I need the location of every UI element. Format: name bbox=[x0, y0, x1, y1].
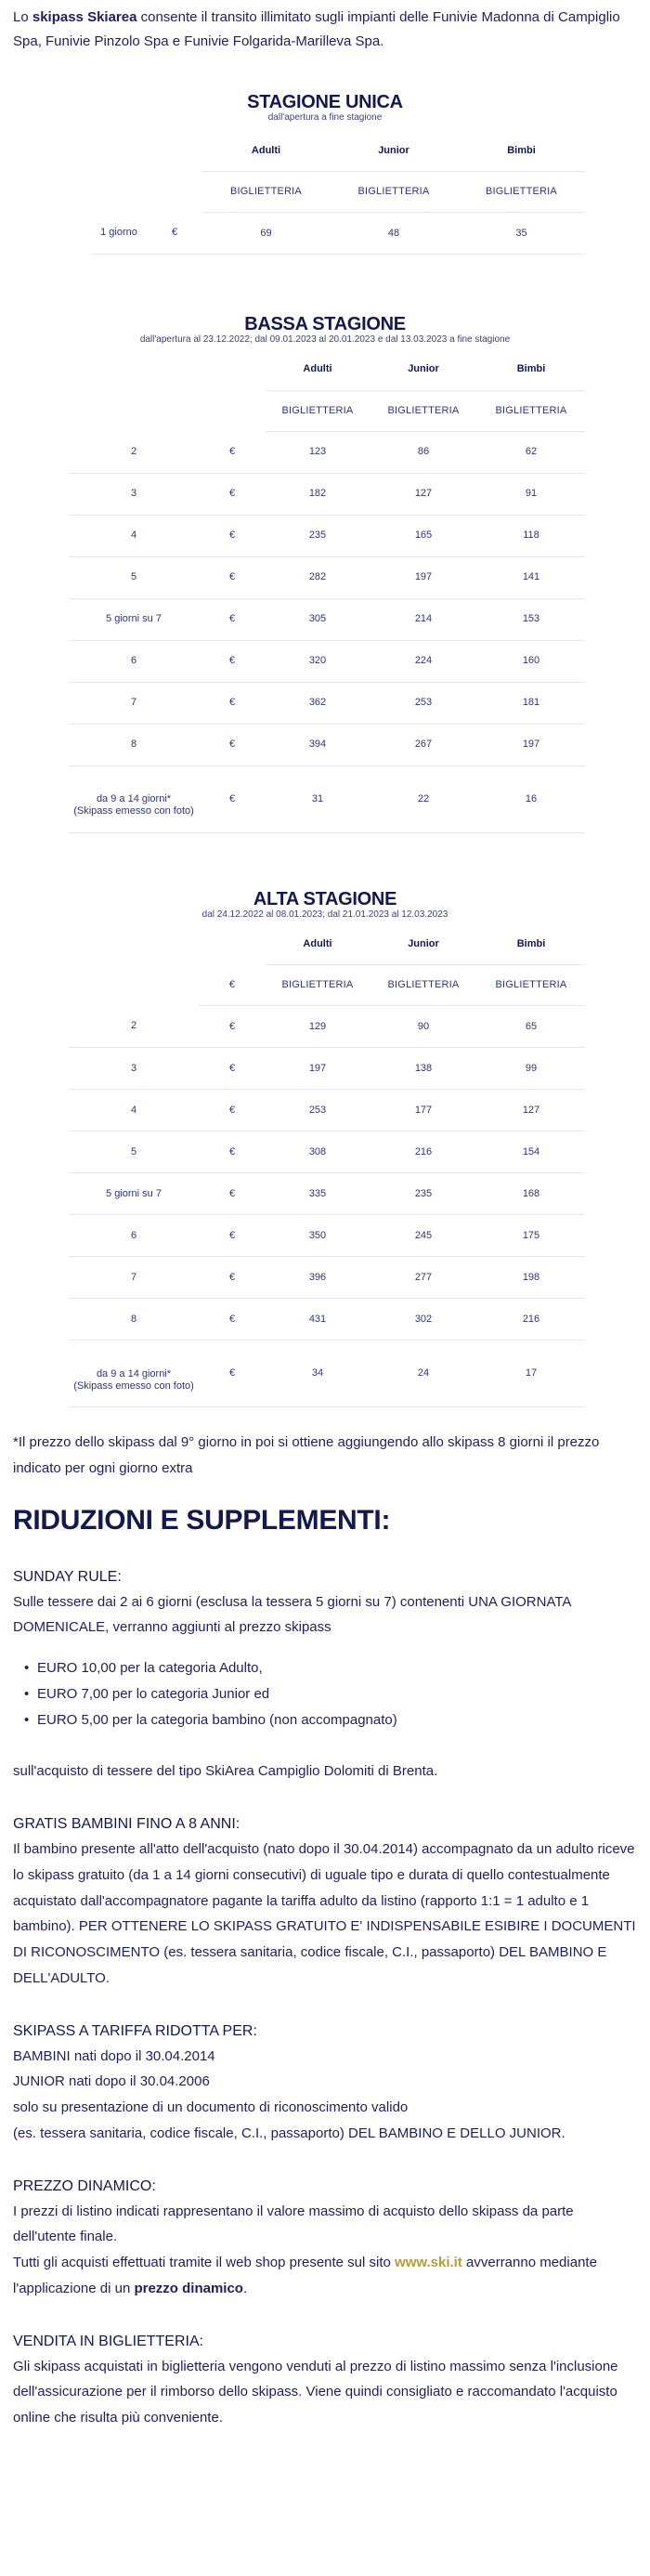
section-text: Gli skipass acquistati in biglietteria vengono venduti al prezzo di listino massimo senza l'inclusione dell'assicurazione per il rimborso dello skipass. Viene quindi consigliato e raccomandato l'acquisto online che risulta più conveniente. bbox=[13, 2358, 618, 2426]
row-label: 8 bbox=[69, 724, 199, 765]
price-cell: 277 bbox=[370, 1257, 477, 1299]
table-row bbox=[69, 431, 585, 473]
tariffa-ridotta-section bbox=[13, 2020, 637, 2147]
table-row bbox=[69, 1006, 585, 1048]
column-subheader: BIGLIETTERIA bbox=[370, 965, 477, 1006]
table-row bbox=[69, 515, 585, 556]
column-subheader: BIGLIETTERIA bbox=[477, 390, 585, 431]
price-cell: 127 bbox=[370, 473, 477, 515]
table-row bbox=[69, 1131, 585, 1173]
price-cell: 34 bbox=[266, 1340, 370, 1407]
table-row bbox=[69, 1299, 585, 1340]
price-cell: 123 bbox=[266, 431, 370, 473]
currency-cell: € bbox=[199, 473, 266, 515]
table-row bbox=[69, 1173, 585, 1215]
currency-cell: € bbox=[199, 765, 266, 832]
price-cell: 141 bbox=[477, 556, 585, 598]
column-header: Adulti bbox=[266, 924, 370, 965]
row-label: 5 giorni su 7 bbox=[69, 1173, 199, 1215]
column-header: Bimbi bbox=[477, 349, 585, 390]
row-label: 7 bbox=[69, 682, 199, 724]
price-cell: 181 bbox=[477, 682, 585, 724]
table-row bbox=[69, 1340, 585, 1407]
row-label: da 9 a 14 giorni* (Skipass emesso con foto) bbox=[69, 765, 199, 832]
row-label: da 9 a 14 giorni* (Skipass emesso con foto) bbox=[69, 1340, 199, 1407]
price-cell: 154 bbox=[477, 1131, 585, 1173]
list-item: • EURO 5,00 per la categoria bambino (non accompagnato) bbox=[24, 1707, 637, 1733]
table-title: STAGIONE UNICA bbox=[247, 91, 403, 112]
price-cell: 17 bbox=[477, 1340, 585, 1407]
gratis-bambini-section bbox=[13, 1812, 637, 1992]
table-row: 1 giorno € 69 48 35 bbox=[91, 213, 585, 255]
table-row bbox=[69, 1257, 585, 1299]
price-grid bbox=[91, 131, 585, 255]
currency-cell: € bbox=[199, 1090, 266, 1131]
price-cell: 245 bbox=[370, 1215, 477, 1257]
price-cell: 394 bbox=[266, 724, 370, 765]
column-subheader: BIGLIETTERIA bbox=[458, 172, 585, 213]
price-cell: 177 bbox=[370, 1090, 477, 1131]
list-item: • EURO 7,00 per lo categoria Junior ed bbox=[24, 1681, 637, 1707]
currency-cell: € bbox=[199, 724, 266, 765]
price-cell: 335 bbox=[266, 1173, 370, 1215]
row-label: 5 giorni su 7 bbox=[69, 598, 199, 640]
currency-cell: € bbox=[199, 598, 266, 640]
section-text: I prezzi di listino indicati rappresentano il valore massimo di acquisto dello skipass da parte dell'utente finale. bbox=[13, 2203, 574, 2245]
price-cell: 160 bbox=[477, 640, 585, 682]
price-cell: 138 bbox=[370, 1048, 477, 1090]
price-cell: 302 bbox=[370, 1299, 477, 1340]
price-cell: 362 bbox=[266, 682, 370, 724]
row-label: 5 bbox=[69, 556, 199, 598]
price-cell: 282 bbox=[266, 556, 370, 598]
prezzo-dinamico-section bbox=[13, 2175, 637, 2302]
column-subheader: BIGLIETTERIA bbox=[266, 390, 370, 431]
table-subtitle: dall'apertura al 23.12.2022; dal 09.01.2023 al 20.01.2023 e dal 13.03.2023 a fine stagione bbox=[139, 334, 511, 345]
row-label: 4 bbox=[69, 515, 199, 556]
price-cell: 168 bbox=[477, 1173, 585, 1215]
price-cell: 235 bbox=[266, 515, 370, 556]
currency-cell: € bbox=[199, 640, 266, 682]
section-line: (es. tessera sanitaria, codice fiscale, C.I., passaporto) DEL BAMBINO E DELLO JUNIOR. bbox=[13, 2125, 566, 2141]
currency-cell: € bbox=[199, 515, 266, 556]
ski-it-link[interactable]: www.ski.it bbox=[395, 2255, 462, 2270]
price-cell: 127 bbox=[477, 1090, 585, 1131]
table-row bbox=[69, 765, 585, 832]
table-row bbox=[69, 1215, 585, 1257]
section-title: SKIPASS A TARIFFA RIDOTTA PER: bbox=[13, 2022, 257, 2039]
column-header: Adulti bbox=[266, 349, 370, 390]
price-cell: 165 bbox=[370, 515, 477, 556]
price-cell: 86 bbox=[370, 431, 477, 473]
price-cell: 22 bbox=[370, 765, 477, 832]
currency-cell: € bbox=[199, 1340, 266, 1407]
footnote: *Il prezzo dello skipass dal 9° giorno in poi si ottiene aggiungendo allo skipass 8 giorni il prezzo indicato per ogni giorno extra bbox=[13, 1434, 600, 1476]
currency-cell: € bbox=[199, 1131, 266, 1173]
surcharge-list bbox=[24, 1655, 637, 1733]
table-subtitle: dal 24.12.2022 al 08.01.2023; dal 21.01.2023 al 12.03.2023 bbox=[202, 909, 448, 920]
table-row bbox=[69, 682, 585, 724]
column-header: Adulti bbox=[202, 131, 330, 172]
section-text: Tutti gli acquisti effettuati tramite il web shop presente sul sito www.ski.it avverranno mediante l'applicazione di un prezzo dinamico. bbox=[13, 2255, 597, 2296]
vendita-section bbox=[13, 2330, 637, 2431]
prezzo-dinamico-emphasis: prezzo dinamico bbox=[134, 2280, 243, 2296]
section-title: PREZZO DINAMICO: bbox=[13, 2177, 156, 2194]
price-cell: 431 bbox=[266, 1299, 370, 1340]
currency-cell: € bbox=[199, 1257, 266, 1299]
section-title: SUNDAY RULE: bbox=[13, 1568, 122, 1585]
row-label: 3 bbox=[69, 1048, 199, 1090]
section-text: Sulle tessere dai 2 ai 6 giorni (esclusa la tessera 5 giorni su 7) contenenti UNA GIORNATA DOMENICALE, verranno aggiunti al prezzo skipass bbox=[13, 1593, 571, 1636]
row-label: 3 bbox=[69, 473, 199, 515]
row-label: 2 bbox=[69, 1006, 199, 1048]
price-cell: 90 bbox=[370, 1006, 477, 1048]
price-cell: 396 bbox=[266, 1257, 370, 1299]
section-line: BAMBINI nati dopo il 30.04.2014 bbox=[13, 2047, 215, 2064]
table-row bbox=[69, 473, 585, 515]
price-cell: 253 bbox=[370, 682, 477, 724]
row-label: 6 bbox=[69, 1215, 199, 1257]
currency-cell: € bbox=[199, 431, 266, 473]
row-label: 4 bbox=[69, 1090, 199, 1131]
price-cell: 198 bbox=[477, 1257, 585, 1299]
section-line: JUNIOR nati dopo il 30.04.2006 bbox=[13, 2073, 210, 2090]
price-cell: 91 bbox=[477, 473, 585, 515]
price-cell: 31 bbox=[266, 765, 370, 832]
price-cell: 216 bbox=[370, 1131, 477, 1173]
row-label: 7 bbox=[69, 1257, 199, 1299]
price-cell: 197 bbox=[477, 724, 585, 765]
table-title: BASSA STAGIONE bbox=[244, 314, 406, 334]
column-subheader: BIGLIETTERIA bbox=[202, 172, 330, 213]
column-subheader: BIGLIETTERIA bbox=[370, 390, 477, 431]
price-cell: 118 bbox=[477, 515, 585, 556]
row-label: 6 bbox=[69, 640, 199, 682]
column-subheader: BIGLIETTERIA bbox=[266, 965, 370, 1006]
currency-cell: € bbox=[199, 965, 266, 1006]
column-header: Bimbi bbox=[458, 131, 585, 172]
table-subtitle: dall'apertura a fine stagione bbox=[267, 111, 383, 123]
price-cell: 182 bbox=[266, 473, 370, 515]
table-row bbox=[69, 640, 585, 682]
intro-paragraph: Lo skipass Skiarea consente il transito illimitato sugli impianti delle Funivie Madonna di Campiglio Spa, Funivie Pinzolo Spa e Funivie Folgarida-Marilleva Spa. bbox=[13, 9, 620, 50]
column-header: Junior bbox=[370, 924, 477, 965]
section-text: sull'acquisto di tessere del tipo SkiArea Campiglio Dolomiti di Brenta. bbox=[13, 1763, 438, 1780]
table-row bbox=[69, 556, 585, 598]
table-title: ALTA STAGIONE bbox=[253, 888, 397, 909]
table-row bbox=[69, 598, 585, 640]
price-cell: 99 bbox=[477, 1048, 585, 1090]
table-row bbox=[69, 1090, 585, 1131]
price-cell: 305 bbox=[266, 598, 370, 640]
price-grid bbox=[69, 924, 585, 1408]
stagione-unica-table bbox=[13, 92, 637, 255]
section-line: solo su presentazione di un documento di riconoscimento valido bbox=[13, 2099, 409, 2115]
column-header: Junior bbox=[370, 349, 477, 390]
row-label: 5 bbox=[69, 1131, 199, 1173]
row-label: 2 bbox=[69, 431, 199, 473]
price-cell: 129 bbox=[266, 1006, 370, 1048]
sunday-rule-section bbox=[13, 1565, 637, 1785]
price-grid bbox=[69, 349, 585, 833]
section-title: GRATIS BAMBINI FINO A 8 ANNI: bbox=[13, 1816, 240, 1832]
price-cell: 267 bbox=[370, 724, 477, 765]
currency-cell: € bbox=[199, 1215, 266, 1257]
table-row bbox=[69, 724, 585, 765]
section-text: Il bambino presente all'atto dell'acquisto (nato dopo il 30.04.2014) accompagnato da un adulto riceve lo skipass gratuito (da 1 a 14 giorni consecutivi) di uguale tipo e durata di quello contestualmente acquistato dall'accompagnatore pagante la tariffa adulto da listino (rapporto 1:1 = 1 adulto e 1 bambino). PER OTTENERE LO SKIPASS GRATUITO E' INDISPENSABILE ESIBIRE I DOCUMENTI DI RICONOSCIMENTO (es. tessera sanitaria, codice fiscale, C.I., passaporto) DEL BAMBINO E DELL'ADULTO. bbox=[13, 1841, 636, 1986]
riduzioni-heading: RIDUZIONI E SUPPLEMENTI: bbox=[13, 1504, 391, 1536]
currency-cell: € bbox=[199, 682, 266, 724]
column-header: Bimbi bbox=[477, 924, 585, 965]
column-subheader: BIGLIETTERIA bbox=[330, 172, 458, 213]
price-cell: 62 bbox=[477, 431, 585, 473]
price-cell: 308 bbox=[266, 1131, 370, 1173]
price-cell: 65 bbox=[477, 1006, 585, 1048]
currency-cell: € bbox=[199, 1048, 266, 1090]
price-cell: 216 bbox=[477, 1299, 585, 1340]
currency-cell: € bbox=[199, 1173, 266, 1215]
price-cell: 253 bbox=[266, 1090, 370, 1131]
currency-cell: € bbox=[199, 1299, 266, 1340]
price-cell: 235 bbox=[370, 1173, 477, 1215]
column-subheader: BIGLIETTERIA bbox=[477, 965, 585, 1006]
price-cell: 320 bbox=[266, 640, 370, 682]
price-cell: 175 bbox=[477, 1215, 585, 1257]
price-cell: 16 bbox=[477, 765, 585, 832]
price-cell: 24 bbox=[370, 1340, 477, 1407]
alta-stagione-table bbox=[13, 889, 637, 1408]
row-label: 8 bbox=[69, 1299, 199, 1340]
table-row bbox=[69, 1048, 585, 1090]
list-item: • EURO 10,00 per la categoria Adulto, bbox=[24, 1655, 637, 1681]
currency-cell: € bbox=[199, 1006, 266, 1048]
section-title: VENDITA IN BIGLIETTERIA: bbox=[13, 2333, 204, 2349]
price-cell: 153 bbox=[477, 598, 585, 640]
bassa-stagione-table bbox=[13, 314, 637, 833]
price-cell: 197 bbox=[370, 556, 477, 598]
price-cell: 197 bbox=[266, 1048, 370, 1090]
intro-brand: skipass Skiarea bbox=[32, 9, 137, 25]
column-header: Junior bbox=[330, 131, 458, 172]
price-cell: 214 bbox=[370, 598, 477, 640]
price-cell: 224 bbox=[370, 640, 477, 682]
currency-cell: € bbox=[199, 556, 266, 598]
price-cell: 350 bbox=[266, 1215, 370, 1257]
